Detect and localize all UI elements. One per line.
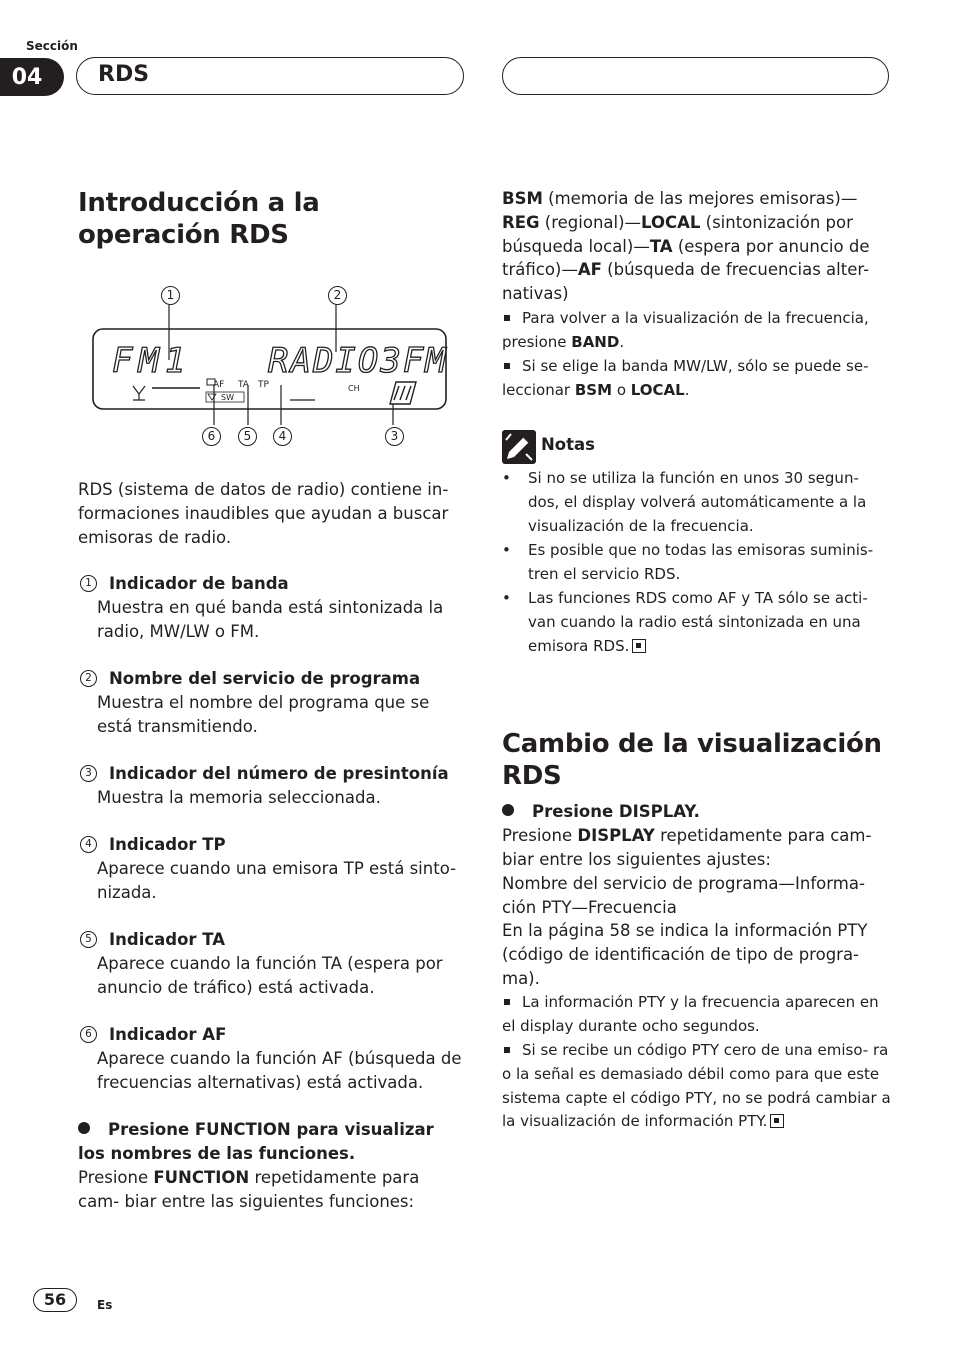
item-description: Aparece cuando una emisora TP está sinto- nizada. xyxy=(97,859,457,902)
callout-4: 4 xyxy=(273,427,292,446)
station-text: RADIO3FM xyxy=(268,341,448,381)
sw-label: SW xyxy=(221,393,234,402)
display-settings-order: Nombre del servicio de programa—Informa- ción PTY—Frecuencia xyxy=(502,874,865,917)
display-illustration xyxy=(90,282,450,447)
end-of-section-icon xyxy=(770,1114,784,1128)
callout-2: 2 xyxy=(328,286,347,305)
bullet-icon xyxy=(78,1122,90,1134)
sw-triangle-icon xyxy=(208,394,216,400)
bullet-dot: • xyxy=(502,589,511,607)
function-step-text: Presione FUNCTION repetidamente para cam- biar entre las siguientes funciones: xyxy=(78,1168,420,1211)
ch-label: CH xyxy=(348,384,360,393)
item-description: Aparece cuando la función AF (búsqueda de frecuencias alternativas) está activada. xyxy=(97,1049,462,1092)
item-description: Muestra en qué banda está sintonizada la radio, MW/LW o FM. xyxy=(97,598,444,641)
callout-3: 3 xyxy=(385,427,404,446)
af-label: AF xyxy=(213,380,225,390)
square-bullet-icon xyxy=(504,1047,510,1053)
section-label: Sección xyxy=(26,39,78,53)
preset-hatch xyxy=(394,386,411,400)
display-change-section xyxy=(502,728,892,792)
bullet-dot: • xyxy=(502,469,511,487)
item-title: Indicador de banda xyxy=(109,574,289,593)
note-item: • Si no se utiliza la función en unos 30 segun- dos, el display volverá automáticamente a la visualización de la frecuencia. xyxy=(502,469,867,535)
item-number: 6 xyxy=(80,1026,97,1043)
note-item: • Es posible que no todas las emisoras suminis- tren el servicio RDS. xyxy=(502,541,874,583)
display-note-pty-zero: Si se recibe un código PTY cero de una emiso- ra o la señal es demasiado débil como para que este sistema capte el código PTY, no se podrá cambiar a la visualización de información PTY. xyxy=(502,1041,891,1131)
display-note-pty-duration: La información PTY y la frecuencia aparecen en el display durante ocho segundos. xyxy=(502,993,879,1035)
notes-title: Notas xyxy=(541,435,595,454)
square-bullet-icon xyxy=(504,363,510,369)
header-empty-frame xyxy=(502,57,889,95)
item-title: Indicador TP xyxy=(109,835,226,854)
language-code: Es xyxy=(97,1298,113,1312)
functions-list: BSM (memoria de las mejores emisoras)—REG (regional)—LOCAL (sintonización por búsqueda local)—TA (espera por anuncio de tráfico)—AF (búsqueda de frecuencias alter- nativas) xyxy=(502,189,870,304)
intro-section xyxy=(78,187,468,251)
item-number: 5 xyxy=(80,931,97,948)
functions-note-band: Para volver a la visualización de la frecuencia, presione BAND. xyxy=(502,309,869,351)
item-title: Indicador AF xyxy=(109,1025,227,1044)
callout-5: 5 xyxy=(238,427,257,446)
antenna-icon xyxy=(133,386,145,400)
bullet-icon xyxy=(502,804,514,816)
display-pty-reference: En la página 58 se indica la información PTY (código de identificación de tipo de progra- ma). xyxy=(502,921,868,988)
intro-paragraph: RDS (sistema de datos de radio) contiene in- formaciones inaudibles que ayudan a buscar emisoras de radio. xyxy=(78,480,449,547)
item-title: Indicador del número de presintonía xyxy=(109,764,449,783)
square-bullet-icon xyxy=(504,315,510,321)
item-number: 4 xyxy=(80,836,97,853)
item-title: Nombre del servicio de programa xyxy=(109,669,421,688)
ta-label: TA xyxy=(238,380,249,390)
display-diagram xyxy=(90,282,450,447)
item-description: Muestra la memoria seleccionada. xyxy=(97,788,381,807)
item-description: Muestra el nombre del programa que se está transmitiendo. xyxy=(97,693,430,736)
end-of-section-icon xyxy=(632,639,646,653)
item-number: 1 xyxy=(80,575,97,592)
function-step-title: Presione FUNCTION para visualizar los nombres de las funciones. xyxy=(78,1120,434,1163)
page-number: 56 xyxy=(33,1288,77,1312)
display-step-title: Presione DISPLAY. xyxy=(502,800,892,824)
band-text: FM1 xyxy=(112,341,192,381)
item-title: Indicador TA xyxy=(109,930,226,949)
header-title: RDS xyxy=(98,62,150,87)
bullet-dot: • xyxy=(502,541,511,559)
display-change-heading: Cambio de la visualización RDS xyxy=(502,729,882,791)
intro-heading: Introducción a la operación RDS xyxy=(78,188,320,250)
note-item: • Las funciones RDS como AF y TA sólo se acti- van cuando la radio está sintonizada en una emisora RDS. xyxy=(502,589,868,655)
display-step-text: Presione DISPLAY repetidamente para cam- biar entre los siguientes ajustes: xyxy=(502,826,872,869)
item-number: 3 xyxy=(80,765,97,782)
section-number-badge: 04 xyxy=(0,58,64,96)
callout-6: 6 xyxy=(202,427,221,446)
notes-icon xyxy=(502,430,536,464)
tp-label: TP xyxy=(258,380,269,390)
item-number: 2 xyxy=(80,670,97,687)
functions-note-mwlw: Si se elige la banda MW/LW, sólo se puede se- leccionar BSM o LOCAL. xyxy=(502,357,869,399)
item-description: Aparece cuando la función TA (espera por anuncio de tráfico) está activada. xyxy=(97,954,443,997)
square-bullet-icon xyxy=(504,999,510,1005)
callout-1: 1 xyxy=(161,286,180,305)
